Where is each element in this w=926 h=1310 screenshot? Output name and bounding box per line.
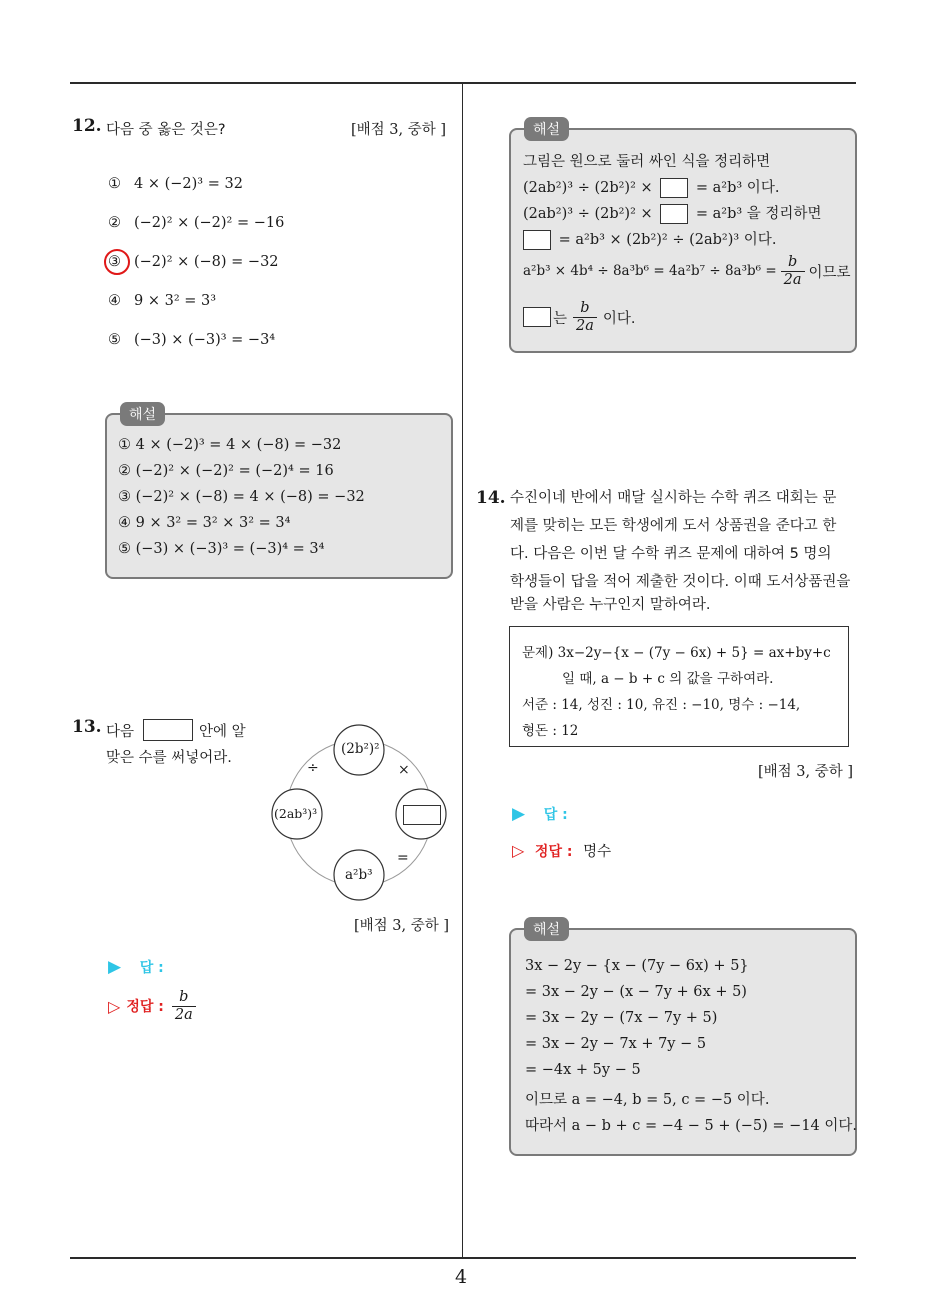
- q14-solution-line: = 3x − 2y − 7x + 7y − 5: [525, 1036, 707, 1052]
- q12-option-expr: (−2)² × (−2)² = −16: [134, 215, 285, 231]
- q12-solution-line: ① 4 × (−2)³ = 4 × (−8) = −32: [118, 437, 342, 453]
- q12-solution-line: ④ 9 × 3² = 3² × 3² = 3⁴: [118, 515, 291, 531]
- q14-solution-box: [509, 928, 857, 1156]
- q14-text-line: 수진이네 반에서 매달 실시하는 수학 퀴즈 대회는 문: [510, 490, 837, 506]
- column-divider: [462, 82, 463, 1258]
- q14-solution-line: 3x − 2y − {x − (7y − 6x) + 5}: [525, 958, 749, 974]
- q13-prompt-c: 맞은 수를 써넣어라.: [106, 750, 232, 766]
- solution-expr: = a²b³ 이다.: [695, 180, 780, 196]
- q13-meta: [배점 3, 중하 ]: [354, 918, 450, 934]
- q14-solution-line: = −4x + 5y − 5: [525, 1062, 641, 1078]
- q13-solution-line: [523, 228, 776, 250]
- solution-expr: 이다.: [602, 310, 636, 327]
- solution-blank-box: [660, 178, 688, 198]
- selected-answer-circle: [104, 249, 130, 275]
- q12-option-label: ②: [108, 215, 121, 231]
- q12-option-expr: 4 × (−2)³ = 32: [134, 176, 243, 192]
- correct-label: 정답 :: [126, 999, 164, 1016]
- fraction-numerator: b: [179, 989, 189, 1005]
- solution-blank-box: [523, 307, 551, 327]
- fraction-numerator: b: [580, 300, 590, 316]
- diagram-op-divide: ÷: [307, 760, 319, 776]
- q14-meta: [배점 3, 중하 ]: [758, 764, 854, 780]
- solution-blank-box: [660, 204, 688, 224]
- q14-number: 14.: [476, 488, 506, 508]
- solution-fraction: [573, 300, 597, 334]
- diagram-op-equals: =: [397, 850, 409, 866]
- q13-solution-line: [523, 176, 779, 198]
- page-number: 4: [455, 1266, 468, 1288]
- correct-answer-value: 명수: [583, 844, 612, 860]
- fraction-numerator: b: [787, 254, 798, 270]
- q14-solution-line: = 3x − 2y − (7x − 7y + 5): [525, 1010, 718, 1026]
- q14-box-line: 일 때, a − b + c 의 값을 구하여라.: [562, 671, 774, 687]
- answer-arrow-icon: ▶: [108, 957, 122, 977]
- q14-answer-row: [512, 804, 568, 824]
- q13-answer-row: [108, 957, 164, 977]
- q14-solution-line: 이므로 a = −4, b = 5, c = −5 이다.: [525, 1092, 770, 1108]
- q12-option-label: ③: [108, 254, 121, 270]
- q14-text-line: 다. 다음은 이번 달 수학 퀴즈 문제에 대하여 5 명의: [510, 546, 832, 562]
- q12-solution-box: [105, 413, 453, 579]
- q12-solution-line: ③ (−2)² × (−8) = 4 × (−8) = −32: [118, 489, 365, 505]
- q14-correct-row: [512, 840, 611, 861]
- q12-option-expr: 9 × 3² = 3³: [134, 293, 217, 309]
- q14-box-line: 서준 : 14, 성진 : 10, 유진 : −10, 명수 : −14,: [522, 697, 801, 713]
- q12-meta: [배점 3, 중하 ]: [351, 122, 447, 138]
- q12-solution-line: ⑤ (−3) × (−3)³ = (−3)⁴ = 3⁴: [118, 541, 325, 557]
- q12-number: 12.: [72, 116, 102, 136]
- fraction-denominator: 2a: [172, 1006, 196, 1024]
- correct-arrow-icon: ▷: [512, 841, 525, 860]
- correct-answer-fraction: [172, 989, 196, 1023]
- q12-prompt: 다음 중 옳은 것은?: [106, 122, 226, 138]
- solution-blank-box: [523, 230, 551, 250]
- q14-text-line: 제를 맞히는 모든 학생에게 도서 상품권을 준다고 한: [510, 518, 837, 534]
- q14-text-line: 학생들이 답을 적어 제출한 것이다. 이때 도서상품권을: [510, 574, 851, 590]
- q12-option-label: ①: [108, 176, 121, 192]
- solution-expr: 이므로: [808, 264, 851, 281]
- solution-expr: = a²b³ 을 정리하면: [695, 206, 822, 222]
- q12-option-expr: (−3) × (−3)³ = −3⁴: [134, 332, 276, 348]
- q13-correct-row: [108, 989, 196, 1023]
- q14-problem-box: [509, 626, 849, 747]
- q14-box-line: 문제) 3x−2y−{x − (7y − 6x) + 5} = ax+by+c: [522, 645, 831, 661]
- solution-expr: a²b³ × 4b⁴ ÷ 8a³b⁶ = 4a²b⁷ ÷ 8a³b⁶ =: [523, 263, 777, 280]
- q13-solution-line: [523, 254, 851, 288]
- q14-solution-tag: 해설: [524, 917, 569, 941]
- q13-cycle-diagram: [260, 722, 460, 912]
- diagram-top-expr: (2b²)²: [341, 741, 380, 757]
- q13-solution-box: [509, 128, 857, 353]
- correct-arrow-icon: ▷: [108, 996, 121, 1016]
- q13-prompt-a: 다음: [106, 724, 135, 740]
- answer-arrow-icon: ▶: [512, 804, 526, 824]
- diagram-op-multiply: ×: [398, 762, 410, 778]
- diagram-bottom-expr: a²b³: [345, 867, 373, 883]
- q13-solution-line: [523, 300, 636, 334]
- q12-solution-line: ② (−2)² × (−2)² = (−2)⁴ = 16: [118, 463, 334, 479]
- fraction-denominator: 2a: [781, 271, 805, 289]
- q14-text-line: 받을 사람은 누구인지 말하여라.: [510, 597, 711, 613]
- q13-solution-tag: 해설: [524, 117, 569, 141]
- answer-label: 답 :: [543, 807, 568, 823]
- q13-solution-line: 그림은 원으로 둘러 싸인 식을 정리하면: [523, 154, 771, 170]
- q13-prompt-blank: [143, 719, 193, 741]
- solution-expr: (2ab²)³ ÷ (2b²)² ×: [523, 180, 653, 196]
- q12-option-label: ④: [108, 293, 121, 309]
- q13-solution-line: [523, 202, 821, 224]
- diagram-blank-box: [403, 805, 441, 825]
- q12-option-label: ⑤: [108, 332, 121, 348]
- solution-expr: (2ab²)³ ÷ (2b²)² ×: [523, 206, 653, 222]
- q12-solution-tag: 해설: [120, 402, 165, 426]
- q14-box-line: 형돈 : 12: [522, 723, 579, 739]
- q12-option-expr: (−2)² × (−8) = −32: [134, 254, 279, 270]
- correct-label: 정답 :: [534, 844, 573, 860]
- q13-prompt-b: 안에 알: [199, 724, 246, 740]
- solution-fraction: [781, 254, 805, 288]
- answer-label: 답 :: [139, 960, 164, 976]
- solution-expr: = a²b³ × (2b²)² ÷ (2ab²)³ 이다.: [558, 232, 777, 248]
- solution-expr: 는: [553, 310, 568, 327]
- q13-number: 13.: [72, 717, 102, 737]
- diagram-left-expr: (2ab³)³: [274, 806, 318, 821]
- q14-solution-line: = 3x − 2y − (x − 7y + 6x + 5): [525, 984, 747, 1000]
- q14-solution-line: 따라서 a − b + c = −4 − 5 + (−5) = −14 이다.: [525, 1118, 858, 1134]
- fraction-denominator: 2a: [573, 317, 597, 335]
